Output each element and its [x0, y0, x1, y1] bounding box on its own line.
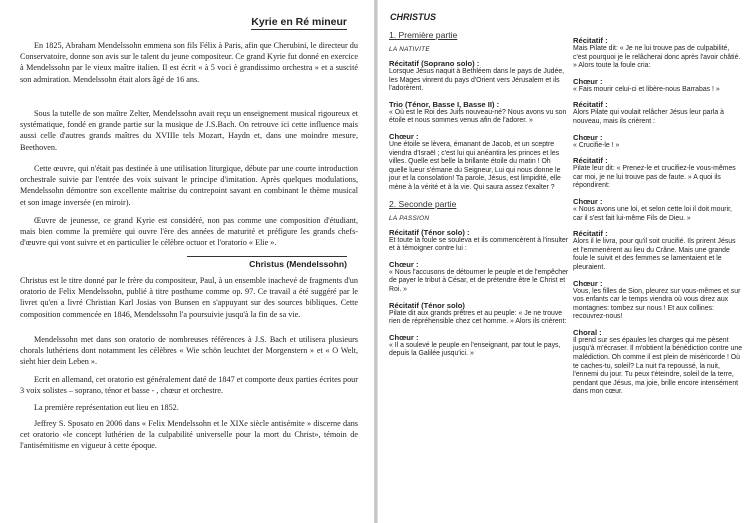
- role-label: Chœur :: [389, 259, 419, 269]
- paragraph-kyrie-significance: Œuvre de jeunesse, ce grand Kyrie est considéré, non pas comme une composition d'étudiant, mais bien comme la première qui ouvre l'ère des années de maturité et préfigure les grands chefs-d'œuvre qui vont suivre et en particulier le célèbre octuor et l'oratorio « Elie ».: [20, 216, 358, 248]
- paragraph-christus-premiere: La première représentation eut lieu en 1852.: [34, 403, 179, 412]
- role-label: Chœur :: [573, 278, 603, 288]
- page-title: Kyrie en Ré mineur: [251, 16, 347, 28]
- libretto-text: Lorsque Jésus naquit à Bethléem dans le pays de Judée, les Mages vinrent du pays d'Orient vers Jérusalem et ils l'adorèrent.: [389, 68, 565, 93]
- page-fold: [374, 0, 378, 523]
- libretto-text: Alors il le livra, pour qu'il soit crucifié. Ils prirent Jésus et l'emmenèrent au lieu du Crâne. Mais une grande foule le suivit et des femmes se lamentaient et le pleuraient.: [573, 238, 736, 271]
- role-label: Chœur :: [389, 332, 419, 342]
- role-label: Récitatif :: [573, 229, 608, 239]
- paragraph-kyrie-influence: Sous la tutelle de son maître Zelter, Mendelssohn avait reçu un enseignement musical rigoureux et systématique, fondé en grande partie sur la musique de J.S.Bach. On retrouve ici cette influence mais aussi celle d'autres grands maîtres du XVIIIe tels Mozart, Haydn et, dans une moindre mesure, Beethoven.: [20, 109, 358, 152]
- role-label: Chœur :: [389, 131, 419, 141]
- part-heading-1: 1. Première partie: [389, 30, 458, 40]
- libretto-column-1: [389, 30, 569, 365]
- role-label: Chœur :: [573, 196, 603, 206]
- libretto-title: CHRISTUS: [390, 12, 437, 22]
- part-heading-2: 2. Seconde partie: [389, 198, 457, 209]
- libretto-text: « Nous l'accusons de détourner le peuple et de l'empêcher de payer le tribut à César, et de prétendre être le Christ et Roi. »: [389, 268, 569, 293]
- role-label: Récitatif :: [573, 100, 608, 110]
- libretto-text: Pilate dit aux grands prêtres et au peuple: « Je ne trouve rien de répréhensible chez cet homme. » Alors ils crièrent:: [389, 309, 567, 326]
- role-label: Trio (Ténor, Basse I, Basse II) :: [389, 99, 500, 109]
- role-label: Récitatif :: [573, 36, 608, 45]
- role-label: Récitatif (Soprano solo) :: [389, 59, 480, 68]
- libretto-column-2: [573, 36, 743, 403]
- libretto-text: Mais Pilate dit: « Je ne lui trouve pas de culpabilité, c'est pourquoi je le relâcherai donc après l'avoir châtié. » Alors toute la foule cria:: [573, 45, 741, 70]
- role-label: Chœur :: [573, 132, 603, 142]
- paragraph-kyrie-structure: Cette œuvre, qui n'était pas destinée à une utilisation liturgique, débute par une courte introduction orchestrale suivie par l'entrée des voix suivant le principe d'imitation. Après quelques modulations, Mendelssohn démontre son excellente maîtrise du contrepoint savant en combinant le thème musical et son image inversée (en miroir).: [20, 164, 358, 207]
- paragraph-kyrie-origin: En 1825, Abraham Mendelssohn emmena son fils Félix à Paris, afin que Cherubini, le directeur du Conservatoire, donne son avis sur le talent du jeune compositeur. Ce grand Kyrie fut donné en exercice à Mendelssohn par le vieux maître italien. Il est écrit « à 5 voci è grandissimo orchestra » et a suscité son admiration. Mendelssohn était alors âgé de 16 ans.: [20, 41, 358, 84]
- section-title-christus: Christus (Mendelssohn): [187, 256, 347, 269]
- paragraph-christus-date: Ecrit en allemand, cet oratorio est généralement daté de 1847 et comporte deux parties écrites pour 3 voix solistes – soprano, ténor et basse - , chœur et orchestre.: [20, 375, 358, 396]
- libretto-text: Vous, les filles de Sion, pleurez sur vous-mêmes et sur vos enfants car le temps viendra où vous direz aux montagnes: tombez sur nous ! Et aux collines: recouvrez-nous!: [573, 287, 741, 321]
- libretto-text: « Où est le Roi des Juifs nouveau-né? Nous avons vu son étoile et nous sommes venus afin de l'adorer. »: [389, 108, 567, 125]
- libretto-text: Alors Pilate qui voulait relâcher Jésus leur parla à nouveau, mais ils crièrent :: [573, 109, 724, 125]
- paragraph-christus-intro: Christus est le titre donné par le frère du compositeur, Paul, à un ensemble inachevé de fragments d'un oratorio de Felix Mendelssohn, publié à titre posthume comme op. 97. Ce travail a été suggéré par le livret qu'en a livré Christian Karl Josias von Bunsen en s'appuyant sur des sources bibliques. Cette composition commencée en 1846, Mendelssohn l'a poursuivie jusqu'à la fin de sa vie.: [20, 276, 358, 319]
- paragraph-christus-sposato: Jeffrey S. Sposato en 2006 dans « Felix Mendelssohn et le XIXe siècle antisémite » discerne dans cet oratorio «le concept luthérien de la culpabilité universelle pour la mort du Christ», témoin de l'antisémitisme en vigueur à cette époque.: [20, 419, 358, 451]
- role-label: Chœur :: [573, 76, 603, 86]
- libretto-text: « Il a soulevé le peuple en l'enseignant, par tout le pays, depuis la Galilée jusqu'ici. »: [389, 341, 561, 358]
- libretto-text: « Nous avons une loi, et selon cette loi il doit mourir, car il s'est fait lui-même Fils de Dieu. »: [573, 205, 732, 222]
- left-page: [20, 0, 365, 523]
- libretto-text: Il prend sur ses épaules les charges qui me pèsent jusqu'à m'écraser. Il m'obtient la bénédiction contre une malédiction. Oh comme il est plein de miséricorde ! Où te caches-tu, soleil? La nuit t'a repoussé, la nuit, l'ennemi du jour. Tu peux t'éteindre, soleil de la terre, pendant que Jésus, ma joie, brille encore intensément dans mon cœur.: [573, 336, 743, 396]
- right-page: [385, 0, 745, 523]
- role-label: Récitatif :: [573, 156, 608, 166]
- libretto-text: Et toute la foule se souleva et ils commencèrent à l'insulter et à témoigner contre lui :: [389, 236, 569, 253]
- section-heading-nativite: LA NATIVITE: [389, 46, 430, 53]
- libretto-text: « Fais mourir celui-ci et libère-nous Barrabas ! »: [573, 85, 720, 93]
- role-label: Récitatif (Ténor solo): [389, 300, 465, 310]
- libretto-text: « Crucifie-le ! »: [573, 141, 620, 149]
- libretto-text: Une étoile se lèvera, émanant de Jacob, et un sceptre viendra d'Israël ; c'est lui qui anéantira les princes et les villes. Quelle est belle la brillante étoile du matin ! Oh quelle lueur s'émane du Seigneur, Lui qui nous donne le jour et la consolation! Ta parole, Jésus, est limpidité, elle mène à la vérité et à la vie. Qui saura assez t'exalter ?: [389, 140, 561, 191]
- section-heading-passion: LA PASSION: [389, 214, 430, 222]
- libretto-text: Pilate leur dit: « Prenez-le et crucifiez-le vous-mêmes car moi, je ne lui trouve pas de faute. » A quoi ils répondirent:: [573, 165, 736, 190]
- role-label: Récitatif (Ténor solo) :: [389, 227, 470, 237]
- role-label: Choral :: [573, 327, 602, 337]
- paragraph-christus-bach: Mendelssohn met dans son oratorio de nombreuses références à J.S. Bach et utilisera plusieurs chorals luthériens dont notamment les célèbres « Wie schön leuchtet der Morgenstern » et « O Welt, sieht hier dein Leben ».: [20, 335, 358, 367]
